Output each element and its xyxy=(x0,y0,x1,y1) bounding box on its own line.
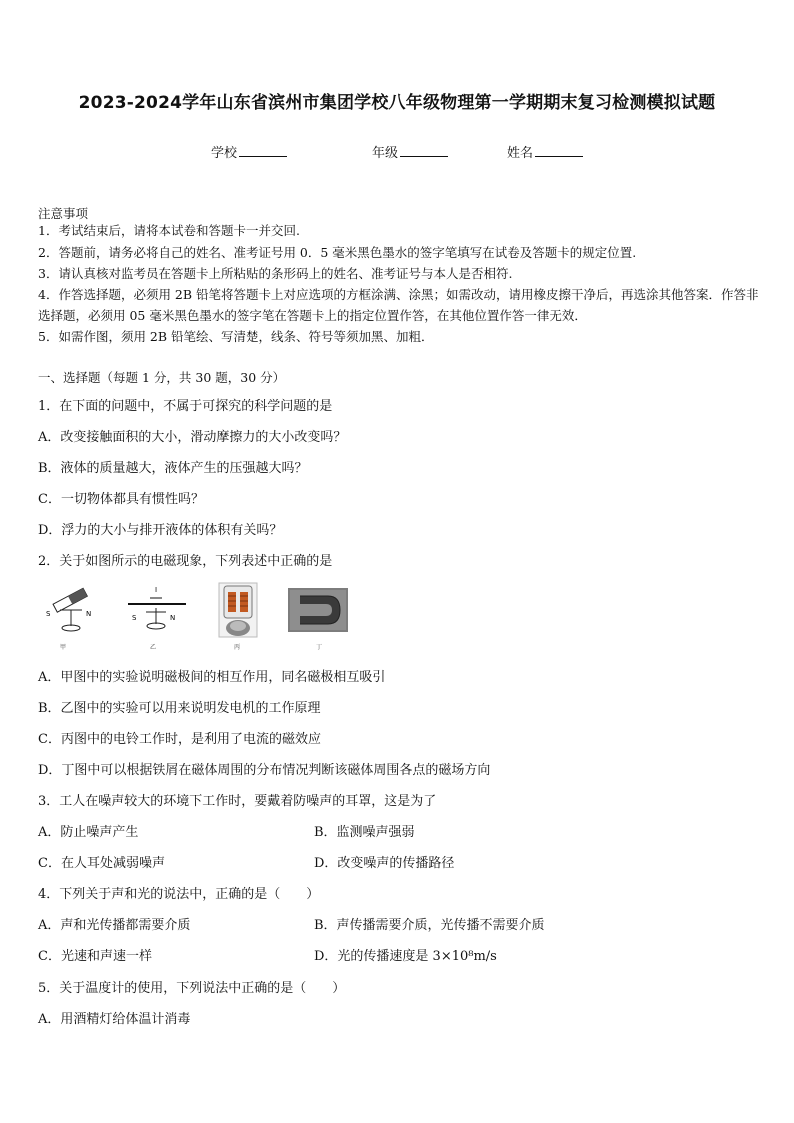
note-item: 1．考试结束后，请将本试卷和答题卡一并交回. xyxy=(38,223,300,238)
school-label: 学校 xyxy=(211,146,238,161)
pole-label-s: S xyxy=(132,614,137,622)
note-item: 3．请认真核对监考员在答题卡上所粘贴的条形码上的姓名、准考证号与本人是否相符. xyxy=(38,266,513,281)
question-stem: 1．在下面的问题中，不属于可探究的科学问题的是 xyxy=(38,399,333,414)
pole-label-n: N xyxy=(86,610,92,618)
figure-label-jia: 甲 xyxy=(60,644,67,651)
answer-option: C．丙图中的电铃工作时，是利用了电流的磁效应 xyxy=(38,732,321,747)
answer-option: A．改变接触面积的大小，滑动摩擦力的大小改变吗？ xyxy=(38,430,347,445)
name-label: 姓名 xyxy=(507,146,534,161)
answer-option: A．甲图中的实验说明磁极间的相互作用，同名磁极相互吸引 xyxy=(38,670,386,685)
answer-option: A．防止噪声产生 xyxy=(38,825,139,840)
answer-option: B．监测噪声强弱 xyxy=(314,825,415,840)
grade-blank xyxy=(400,144,448,157)
current-label-i: I xyxy=(155,586,158,594)
answer-option: D．改变噪声的传播路径 xyxy=(314,856,455,871)
question-stem: 3．工人在噪声较大的环境下工作时，要戴着防噪声的耳罩，这是为了 xyxy=(38,794,437,809)
answer-option: C．光速和声速一样 xyxy=(38,949,152,964)
figure-yi-current-compass xyxy=(124,584,190,638)
section-heading: 一、选择题（每题 1 分，共 30 题，30 分） xyxy=(38,370,286,385)
answer-option: A．声和光传播都需要介质 xyxy=(38,918,191,933)
answer-option: A．用酒精灯给体温计消毒 xyxy=(38,1012,191,1027)
answer-option: D．丁图中可以根据铁屑在磁体周围的分布情况判断该磁体周围各点的磁场方向 xyxy=(38,763,491,778)
notes-heading: 注意事项 xyxy=(38,206,89,221)
answer-option: C．一切物体都具有惯性吗？ xyxy=(38,492,204,507)
pole-label-n: N xyxy=(170,614,176,622)
figure-label-yi: 乙 xyxy=(150,644,157,651)
name-blank xyxy=(535,144,583,157)
figure-label-ding: 丁 xyxy=(316,644,323,651)
note-item: 5．如需作图，须用 2B 铅笔绘、写清楚，线条、符号等须加黑、加粗． xyxy=(38,329,434,344)
note-item: 4．作答选择题，必须用 2B 铅笔将答题卡上对应选项的方框涂满、涂黑；如需改动，请用橡皮擦干净后，再选涂其他答案．作答非选择题，必须用 05 毫米黑色墨水的签字笔在答题卡上的指定位置作答，在其他位置作答一律无效． xyxy=(38,287,759,323)
pole-label-s: S xyxy=(46,610,51,618)
question-stem: 4．下列关于声和光的说法中，正确的是（ ） xyxy=(38,887,320,902)
answer-option: C．在人耳处减弱噪声 xyxy=(38,856,165,871)
page-title: 2023-2024学年山东省滨州市集团学校八年级物理第一学期期末复习检测模拟试题 xyxy=(78,93,716,113)
answer-option: D．光的传播速度是 3×10⁸m/s xyxy=(314,949,497,964)
grade-label: 年级 xyxy=(372,146,399,161)
figure-label-bing: 丙 xyxy=(234,644,241,651)
electromagnetism-figures xyxy=(38,582,358,652)
answer-option: D．浮力的大小与排开液体的体积有关吗？ xyxy=(38,523,283,538)
answer-option: B．液体的质量越大，液体产生的压强越大吗？ xyxy=(38,461,308,476)
figure-jia-magnet-compass xyxy=(40,586,100,638)
name-field xyxy=(507,142,583,161)
question-stem: 2．关于如图所示的电磁现象，下列表述中正确的是 xyxy=(38,554,333,569)
answer-option: B．声传播需要介质，光传播不需要介质 xyxy=(314,918,545,933)
school-blank xyxy=(239,144,287,157)
note-item: 2．答题前，请务必将自己的姓名、准考证号用 0．5 毫米黑色墨水的签字笔填写在试卷及答题卡的规定位置. xyxy=(38,245,637,260)
figure-bing-electric-bell xyxy=(218,582,258,638)
figure-ding-iron-filings xyxy=(288,588,348,632)
question-stem: 5．关于温度计的使用，下列说法中正确的是（ ） xyxy=(38,981,346,996)
answer-option: B．乙图中的实验可以用来说明发电机的工作原理 xyxy=(38,701,321,716)
school-field xyxy=(211,142,287,161)
grade-field xyxy=(372,142,448,161)
